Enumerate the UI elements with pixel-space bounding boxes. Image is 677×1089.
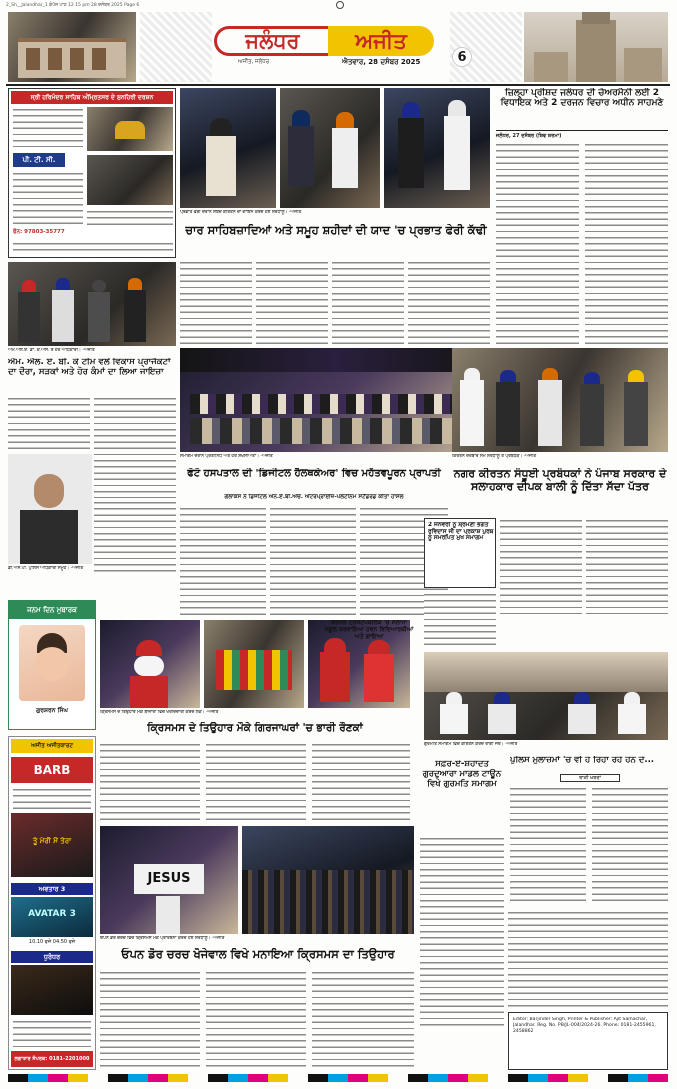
ad-top-title: ਸ੍ਰੀ ਹਰਿਮੰਦਰ ਸਾਹਿਬ ਅੰਮ੍ਰਿਤਸਰ ਦੇ ਸੁਨਹਿਰੀ ਦਰਸ਼ਨ [11, 91, 173, 104]
masthead-photo-right [524, 12, 668, 82]
mla-body-2 [94, 396, 176, 498]
kirtan-headline: ਨਗਰ ਕੀਰਤਨ ਸੰਧੂਈ ਪ੍ਰਬੰਧਕਾਂ ਨੇ ਪੰਜਾਬ ਸਰਕਾਰ ਦੇ ਸਲਾਹਕਾਰ ਦੀਪਕ ਬਾਲੀ ਨੂੰ ਦਿੱਤਾ ਸੱਦਾ ਪੱਤਰ [453, 468, 667, 493]
masthead [214, 26, 446, 72]
masthead-date: ਐਤਵਾਰ, 28 ਦਸੰਬਰ 2025 [342, 58, 421, 66]
photo-church-crowd [242, 826, 414, 934]
masthead-name-left: ਜਲੰਧਰ [214, 26, 328, 56]
movie-poster-3 [11, 965, 93, 1015]
masthead-sub: ਅਜੀਤ, ਜਲੰਧਰ [238, 59, 270, 65]
district-body-1 [496, 142, 579, 344]
cinema-name: ਅਵਤਾਰ 3 [11, 883, 93, 895]
ad-top-phone: ਫੋਨ: 97803-35777 [13, 229, 65, 235]
church-photos [100, 826, 414, 934]
church-body-1 [100, 970, 200, 1070]
movie-poster-1 [11, 813, 93, 877]
mla-caption: ਐਮ.ਐਲ.ਏ. ਡਾ. ਕੇ.ਐਸ. ਤੇ ਹੋਰ ਅਧਿਕਾਰੀ। -ਅਜੀਤ [8, 348, 95, 353]
mla-photo [8, 262, 176, 346]
christmas-body-3 [312, 742, 410, 822]
cinema-ads [8, 736, 96, 1070]
photo-procession [180, 88, 276, 208]
birthday-name: ਗੁਰਸ਼ਰਨ ਸਿੰਘ [36, 707, 68, 714]
police-body-1 [510, 786, 586, 906]
photo-santa [100, 620, 200, 708]
photo-shop [204, 620, 304, 708]
police-kicker: ਬਾਕੀ ਖ਼ਬਰਾਂ [560, 774, 620, 782]
district-body-2 [585, 142, 668, 344]
martyrs-caption: ਪ੍ਰਭਾਤ ਫੇਰੀ ਦੌਰਾਨ ਸ਼ਬਦ ਕੀਰਤਨ ਦਾ ਗਾਇਨ ਕਰਦੇ ਹੋਏ ਸ਼ਰਧਾਲੂ। -ਅਜੀਤ [180, 210, 302, 215]
christmas-body-2 [206, 742, 306, 822]
martyrs-body-2 [256, 260, 328, 344]
church-body-3 [312, 970, 414, 1070]
person-portrait [8, 454, 92, 564]
ad-top-body [13, 171, 83, 225]
ad-text-1 [13, 787, 91, 809]
gurmat-photo [424, 652, 668, 740]
hospital-body-2 [270, 506, 356, 616]
church-headline: ਓਪਨ ਡੋਰ ਚਰਚ ਖੋਜੇਵਾਲ ਵਿਖੇ ਮਨਾਇਆ ਕ੍ਰਿਸਮਸ ਦਾ ਤਿਉਹਾਰ [121, 948, 395, 961]
kirtan-body-1 [500, 518, 582, 614]
ad-top-body-2 [87, 209, 173, 225]
district-byline: ਜਲੰਧਰ, 27 ਦਸੰਬਰ (ਸ਼ਿਵ ਸ਼ਰਮਾ) [496, 133, 562, 139]
movie-poster-2 [11, 897, 93, 937]
page-number: 6 [452, 47, 472, 67]
kirtan-box-headline: 2 ਜਨਵਰੀ ਨੂੰ ਸ਼੍ਰੋਮਣੀ ਭਗਤ ਰਵਿਦਾਸ ਜੀ ਦਾ ਪ੍ਰਕਾਸ਼ ਪੁਰਬ ਨੂੰ ਸਮਰਪਿਤ ਮੁਖ ਸਮਾਗਮ [428, 522, 494, 542]
ad-top-text [13, 107, 83, 147]
birthday-title: ਜਨਮ ਦਿਨ ਮੁਬਾਰਕ [9, 601, 95, 619]
ad-text-2 [13, 1019, 91, 1047]
kirtan-caption: ਕਿਰਤਨ ਦਰਬਾਰ ਸਮੇਂ ਸ਼ਰਧਾਲੂ ਤੇ ਪ੍ਰਬੰਧਕ। -ਅਜੀਤ [452, 454, 537, 459]
martyrs-photos [180, 88, 490, 208]
christmas-body-1 [100, 742, 200, 822]
gurmat-body [420, 836, 504, 1026]
hospital-body-1 [180, 506, 266, 616]
footer-box [508, 1012, 668, 1070]
mla-headline: ਐਮ. ਐਲ. ਏ. ਬੀ. ਕੇ ਟੀਮ ਵਲੋਂ ਵਿਕਾਸ ਪ੍ਰਾਜੈਕਟਾਂ ਦਾ ਦੌਰਾ, ਸੜਕਾਂ ਅਤੇ ਹੋਰ ਕੰਮਾਂ ਦਾ ਲਿਆ ਜਾਇਜ਼ਾ [8, 358, 171, 377]
gurmat-headline: ਸਫ਼ਰ-ਏ-ਸ਼ਹਾਦਤ ਗੁਰਦੁਆਰਾ ਮਾਡਲ ਟਾਊਨ ਵਿਖੇ ਗੁਰਮਤਿ ਸਮਾਗਮ [422, 760, 502, 789]
registration-mark [336, 1, 344, 9]
ad-top-body-3 [13, 241, 173, 255]
hospital-headline: ਫੋਟੋ ਹਸਪਤਾਲ ਦੀ 'ਡਿਜੀਟਲ ਹੈਲਥਕੇਅਰ' ਵਿਚ ਮਹੱਤਵਪੂਰਨ ਪ੍ਰਾਪਤੀ [187, 468, 441, 479]
contact: ਲਗਾਤਾਰ ਸੰਪਰਕ: 0181-2201000 [11, 1051, 93, 1067]
photo-sangat [280, 88, 380, 208]
kirtan-box [424, 518, 496, 588]
kirtan-body-2 [586, 518, 668, 614]
group-photo-caption: ਸਮਾਗਮ ਦੌਰਾਨ ਪ੍ਰਤੀਨਿਧ ਅਤੇ ਹੋਰ ਸ਼ਖ਼ਸੀਅਤਾਂ। -ਅਜੀਤ [180, 454, 273, 459]
martyrs-headline: ਚਾਰ ਸਾਹਿਬਜ਼ਾਦਿਆਂ ਅਤੇ ਸਮੂਹ ਸ਼ਹੀਦਾਂ ਦੀ ਯਾਦ 'ਚ ਪ੍ਰਭਾਤ ਫੇਰੀ ਕੱਢੀ [185, 224, 487, 237]
martyrs-body-4 [408, 260, 490, 344]
print-info: 2_Sh__Jalandhar_1 ਕੰਪੋਜ਼ ਪਾਠ 12.15 pm 28 ਦਸੰਬਰ 2025 Page 6 [6, 3, 140, 8]
masthead-photo-left [8, 12, 136, 82]
photo-church-stage [100, 826, 238, 934]
christmas-market-headline: ਕ੍ਰਿਸਮਸ ਦੇ ਤਿਉਹਾਰ ਮੌਕੇ ਗਿਰਜਾਘਰਾਂ 'ਚ ਭਾਰੀ ਰੌਣਕਾਂ [147, 722, 363, 734]
person-caption: ਡੀ.ਐਸ.ਪੀ. ਪੁਲਿਸ ਅਧਿਕਾਰੀ ਸਮੂਹ। -ਅਜੀਤ [8, 566, 84, 571]
gurmat-caption: ਗੁਰਮਤਿ ਸਮਾਗਮ ਵਿਚ ਕੀਰਤਨ ਕਰਦੇ ਰਾਗੀ ਜਥੇ। -ਅਜੀਤ [424, 742, 518, 747]
ad-top [8, 88, 176, 258]
masthead-rule [6, 84, 670, 86]
footer-text: Editor: Barjinder Singh, Printer & Publisher: Ajit Samachar, Jalandhar. Reg. No. PB/JL-004/2024-26. Phone: 0181-2455961, 2458862 [513, 1017, 656, 1035]
movie-1: ਤੂੰ ਮੇਰੀ ਮੈਂ ਤੇਰਾ [32, 837, 72, 845]
birthday-box [8, 600, 96, 730]
mla-body-1 [8, 396, 90, 450]
masthead-pattern-left [140, 12, 212, 82]
district-headline: ਜ਼ਿਲ੍ਹਾ ਪ੍ਰੀਸ਼ਦ ਜਲੰਧਰ ਦੀ ਚੇਅਰਮੈਨੀ ਲਈ 2 ਵਿਧਾਇਕ ਅਤੇ 2 ਦਰਜਨ ਵਿਚਾਰ ਅਧੀਨ ਸਾਹਮਣੇ [500, 88, 664, 109]
photo-singh-sahib [384, 88, 490, 208]
hospital-subhead: ਗਲਾਕਸ ਨੇ ਡਿਜੀਟਲ ਐਨ.ਏ.ਬੀ.ਐਚ. ਐਂਟਰਪ੍ਰਾਈਜ਼-ਪਲੇਟੀਨਮ ਸਟੈਂਡਰਡ ਕੀਤਾ ਹਾਸਲ [224, 494, 404, 500]
birthday-photo [19, 625, 85, 701]
kirtan-group-photo [452, 348, 668, 452]
brand-logo: BARB [11, 757, 93, 783]
school-headline: ਕਰਨਲ ਟ੍ਰਸਟਪਬਲਿਕ 'ਚ ਸਲਾਨਾ ਸਕੂਲ ਕਰਵਾਇਆ ਹਵਨ ਵਿਦਿਆਰਥੀਆਂ ਅਤੇ ਗਾਇਆ [324, 620, 414, 640]
masthead-name-right: ਅਜੀਤ [328, 26, 434, 56]
church-caption: ਓਪਨ ਡੋਰ ਚਰਚ ਵਿਚ ਕ੍ਰਿਸਮਸ ਮੌਕੇ ਪ੍ਰਾਰਥਨਾ ਕਰਦੇ ਹੋਏ ਸ਼ਰਧਾਲੂ। -ਅਜੀਤ [100, 936, 225, 941]
movie-3: ਧੁਰੰਧਰ [11, 951, 93, 963]
district-rule [496, 130, 668, 131]
martyrs-body-1 [180, 260, 252, 344]
police-headline: ਪੁਲਿਸ ਮੁਲਾਜ਼ਮਾਂ 'ਚ ਵੀ ਹੋ ਰਿਹਾ ਰਹੇ ਹਨ ਦੇ... [510, 756, 655, 765]
color-registration-bar [8, 1074, 668, 1082]
movie-times: 10.10 ਵਜੇ 04.50 ਵਜੇ [28, 939, 76, 945]
jesus-banner: JESUS [134, 864, 204, 894]
martyrs-body-3 [332, 260, 404, 344]
group-photo-stage [180, 348, 490, 452]
ajit-label: ਅਜੀਤ ਅਜੀਤਕਾਰਟ [11, 739, 93, 753]
mla-body-3 [94, 500, 176, 576]
police-body-3 [508, 910, 668, 1008]
golden-temple-photo [87, 107, 173, 151]
ad-top-brand: ਪੀ. ਟੀ. ਸੀ. [13, 153, 65, 167]
church-body-2 [206, 970, 306, 1070]
police-body-2 [592, 786, 668, 906]
ad-top-photo-2 [87, 155, 173, 205]
movie-2: AVATAR 3 [28, 909, 76, 919]
kirtan-body-3 [424, 592, 496, 648]
christmas-market-caption: ਕ੍ਰਿਸਮਸ ਦੇ ਤਿਉਹਾਰ ਮੌਕੇ ਬਾਜ਼ਾਰਾਂ ਵਿਚ ਖਰੀਦਦਾਰੀ ਕਰਦੇ ਲੋਕ। -ਅਜੀਤ [100, 710, 219, 715]
